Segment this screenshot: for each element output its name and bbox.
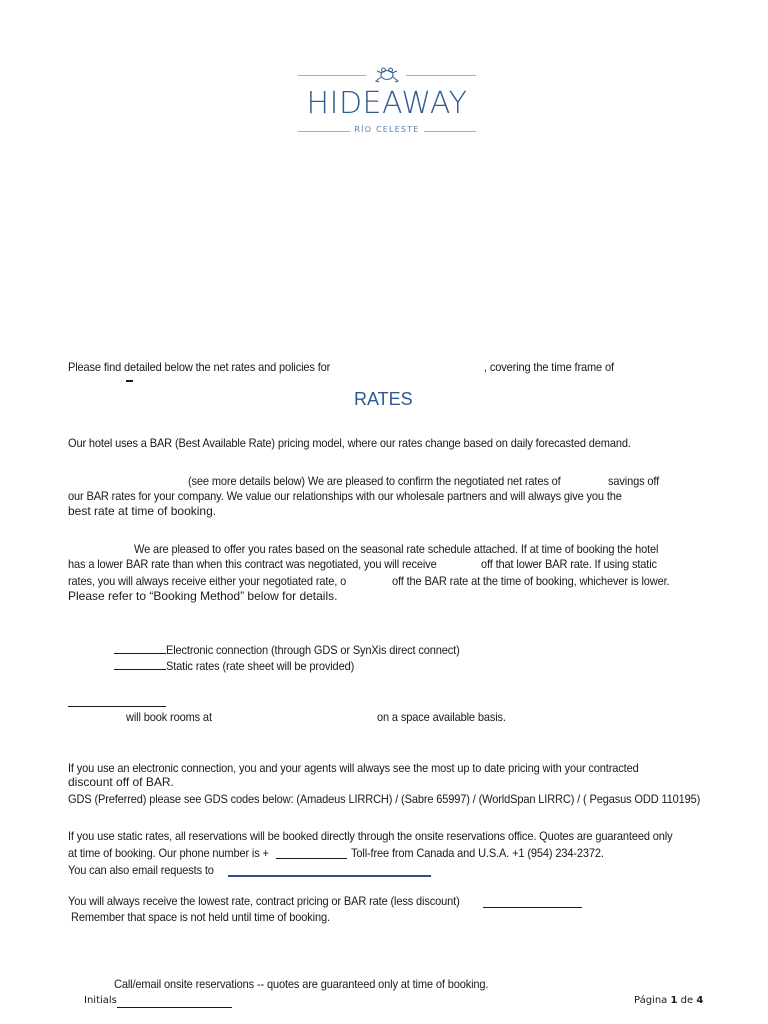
seasonal-line-3a: rates, you will always receive either your negotiated rate, o	[68, 574, 347, 588]
lowest-line-1: You will always receive the lowest rate, contract pricing or BAR rate (less discount)	[68, 894, 460, 908]
call-line: Call/email onsite reservations -- quotes are guaranteed only at time of booking.	[114, 977, 489, 991]
seasonal-line-2a: has a lower BAR rate than when this contract was negotiated, you will receive	[68, 557, 437, 571]
electronic-line-2: discount off of BAR.	[68, 775, 174, 789]
static-line-1: If you use static rates, all reservations will be booked directly through the onsite reservations office. Quotes are guaranteed only	[68, 829, 673, 843]
seasonal-line-3b: off the BAR rate at the time of booking, whichever is lower.	[392, 574, 670, 588]
bar-paragraph: Our hotel uses a BAR (Best Available Rate) pricing model, where our rates change based on daily forecasted demand.	[68, 436, 631, 450]
gds-codes: GDS (Preferred) please see GDS codes below: (Amadeus LIRRCH) / (Sabre 65997) / (WorldSpan LIRRC) / ( Pegasus ODD 110195)	[68, 792, 701, 806]
static-line-3: You can also email requests to	[68, 863, 214, 877]
logo-rule-bottom-right	[424, 131, 476, 132]
negotiated-line-1a: (see more details below) We are pleased to confirm the negotiated net rates of	[188, 474, 561, 488]
page-indicator: Página 1 de 4	[634, 995, 704, 1006]
seasonal-line-1: We are pleased to offer you rates based on the seasonal rate schedule attached. If at time of booking the hotel	[134, 542, 659, 556]
rates-heading: RATES	[354, 389, 413, 409]
negotiated-line-2: our BAR rates for your company. We value our relationships with our wholesale partners and will always give you the	[68, 489, 622, 503]
frog-icon	[373, 64, 401, 86]
method-static: Static rates (rate sheet will be provided)	[114, 657, 370, 673]
initials-label: Initials	[84, 995, 117, 1006]
blank-email[interactable]	[228, 875, 431, 877]
method-electronic: Electronic connection (through GDS or SynXis direct connect)	[114, 641, 485, 657]
electronic-line-1: If you use an electronic connection, you and your agents will always see the most up to date pricing with your contracted	[68, 761, 639, 775]
static-line-2b: Toll-free from Canada and U.S.A. +1 (954) 234-2372.	[351, 846, 604, 860]
blank-static[interactable]	[114, 657, 166, 670]
blank-initials[interactable]	[117, 1007, 232, 1008]
blank-lowest[interactable]	[483, 907, 582, 908]
static-line-2: at time of booking. Our phone number is +	[68, 846, 269, 860]
negotiated-line-1b: savings off	[608, 474, 660, 488]
blank-company[interactable]	[68, 706, 166, 707]
logo-rule-top-left	[298, 75, 366, 76]
blank-phone[interactable]	[276, 858, 347, 859]
blank-electronic[interactable]	[114, 641, 166, 654]
logo-rule-top-right	[406, 75, 476, 76]
book-rooms-a: will book rooms at	[126, 710, 212, 724]
lowest-line-2: Remember that space is not held until time of booking.	[71, 910, 330, 924]
logo-subtitle: RÍO CELESTE	[354, 125, 420, 134]
book-rooms-b: on a space available basis.	[377, 710, 506, 724]
negotiated-line-3: best rate at time of booking.	[68, 504, 217, 518]
logo-brand: HIDEAWAY	[306, 86, 468, 121]
intro-line-start: Please find detailed below the net rates and policies for	[68, 360, 331, 374]
intro-line-end: , covering the time frame of	[484, 360, 614, 374]
dash-mark	[126, 380, 133, 382]
seasonal-line-4: Please refer to “Booking Method” below for details.	[68, 589, 338, 603]
seasonal-line-2b: off that lower BAR rate. If using static	[481, 557, 657, 571]
